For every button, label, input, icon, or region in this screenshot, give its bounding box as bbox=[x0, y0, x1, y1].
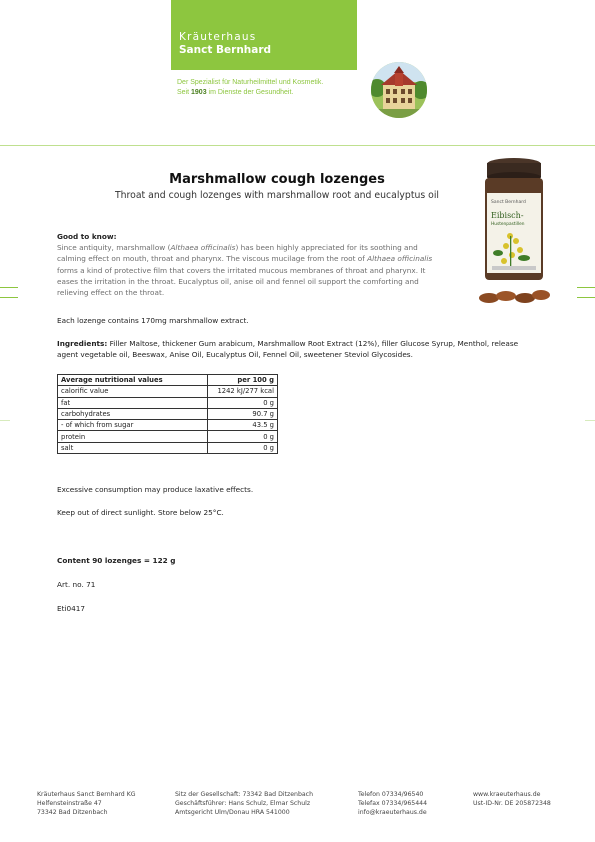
footer-contact: Telefon 07334/96540 Telefax 07334/965444 info@kraeuterhaus.de bbox=[358, 791, 428, 816]
tagline-line1: Der Spezialist für Naturheilmittel und Kosmetik. bbox=[177, 79, 324, 86]
table-header-row: Average nutritional values per 100 g bbox=[58, 375, 278, 386]
table-row: protein 0 g bbox=[58, 431, 278, 442]
footer-website-link[interactable]: www.kraeuterhaus.de bbox=[473, 791, 541, 798]
fold-mark-left-top bbox=[0, 287, 18, 288]
table-row: fat 0 g bbox=[58, 397, 278, 408]
table-row: carbohydrates 90.7 g bbox=[58, 408, 278, 419]
good-to-know-section bbox=[57, 231, 432, 298]
fold-mark-right-top bbox=[577, 287, 595, 288]
table-row: salt 0 g bbox=[58, 442, 278, 453]
good-to-know-line: relieving effect on the throat. bbox=[57, 288, 165, 298]
product-title: Marshmallow cough lozenges bbox=[169, 172, 385, 187]
footer-email[interactable]: info@kraeuterhaus.de bbox=[358, 808, 427, 816]
punch-mark-left bbox=[0, 420, 10, 421]
svg-text:Sanct Bernhard: Sanct Bernhard bbox=[491, 200, 526, 205]
warning-text: Excessive consumption may produce laxative effects. bbox=[57, 485, 254, 494]
article-number: Art. no. 71 bbox=[57, 580, 96, 589]
footer-web: www.kraeuterhaus.de Ust-ID-Nr. DE 205872348 bbox=[473, 791, 551, 807]
ingredients: Ingredients: Filler Maltose, thickener Gum arabicum, Marshmallow Root Extract (12%), filler Glucose Syrup, Menthol, release agent vegetable oil, Beeswax, Anise Oil, Eucalyptus Oil, Fennel Oil, sweetener Steviol Glycosides. bbox=[57, 339, 519, 360]
nutrition-table bbox=[57, 374, 278, 454]
building-photo bbox=[371, 62, 427, 118]
brand-tagline bbox=[177, 78, 323, 98]
footer-company: Kräuterhaus Sanct Bernhard KG Helfensteinstraße 47 73342 Bad Ditzenbach bbox=[37, 791, 136, 816]
good-to-know-line: calming effect on mouth, throat and pharynx. The viscous mucilage from the root of Althaea officinalis bbox=[57, 254, 433, 264]
good-to-know-line: eases the irritation in the throat. Eucalyptus oil, anise oil and fennel oil support the comforting and bbox=[57, 276, 419, 286]
footer-registration: Sitz der Gesellschaft: 73342 Bad Ditzenbach Geschäftsführer: Hans Schulz, Elmar Schulz Amtsgericht Ulm/Donau HRA 541000 bbox=[175, 791, 313, 816]
brand-logo bbox=[171, 0, 357, 70]
tagline-year: 1903 bbox=[191, 89, 207, 96]
tagline-line2: Seit 1903 im Dienste der Gesundheit. bbox=[177, 89, 294, 96]
extract-note: Each lozenge contains 170mg marshmallow extract. bbox=[57, 316, 249, 325]
label-code: Eti0417 bbox=[57, 604, 86, 613]
fold-mark-right-bottom bbox=[577, 297, 595, 298]
punch-mark-right bbox=[585, 420, 595, 421]
ingredients-label: Ingredients: bbox=[57, 339, 108, 348]
header-divider bbox=[0, 145, 595, 146]
table-row: - of which from sugar 43.5 g bbox=[58, 420, 278, 431]
svg-text:Eibisch-: Eibisch- bbox=[491, 211, 524, 220]
table-row: calorific value 1242 kJ/277 kcal bbox=[58, 386, 278, 397]
fold-mark-left-bottom bbox=[0, 297, 18, 298]
storage-text: Keep out of direct sunlight. Store below 25°C. bbox=[57, 508, 224, 517]
good-to-know-line: Since antiquity, marshmallow (Althaea officinalis) has been highly appreciated for its soothing and bbox=[57, 243, 418, 253]
good-to-know-heading: Good to know: bbox=[57, 232, 117, 241]
good-to-know-line: forms a kind of protective film that covers the irritated mucous membranes of throat and pharynx. It bbox=[57, 265, 426, 275]
content-amount: Content 90 lozenges = 122 g bbox=[57, 556, 176, 565]
product-subtitle: Throat and cough lozenges with marshmallow root and eucalyptus oil bbox=[114, 190, 440, 201]
svg-text:Hustenpastillen: Hustenpastillen bbox=[491, 222, 525, 227]
brand-name-line1: Kräuterhaus bbox=[179, 31, 257, 43]
brand-name-line2: Sanct Bernhard bbox=[179, 44, 272, 56]
